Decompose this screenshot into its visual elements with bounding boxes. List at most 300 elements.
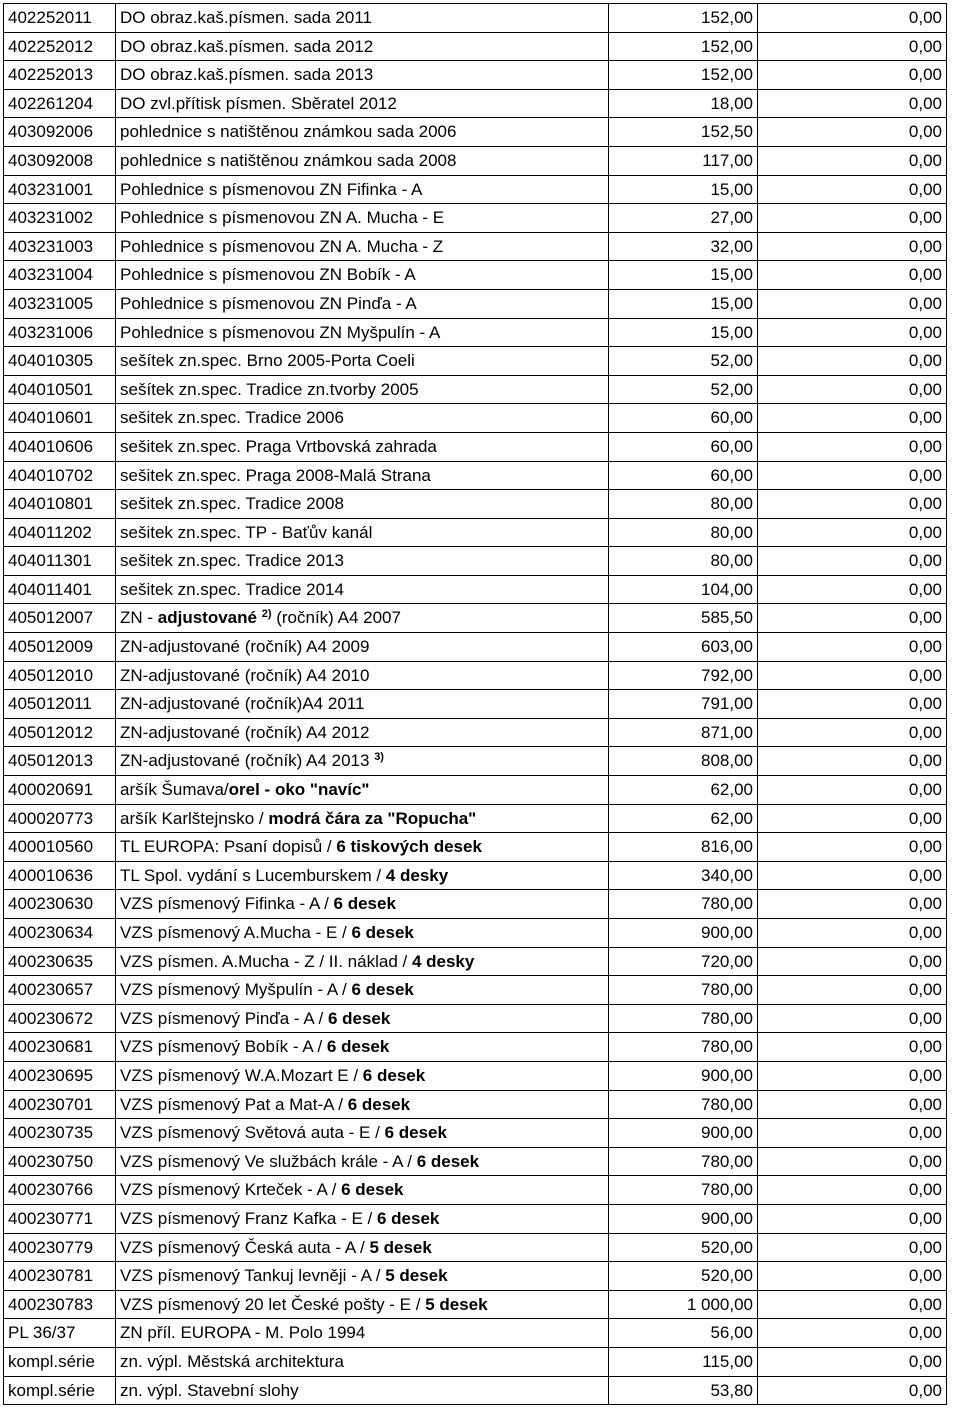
item-code-cell: 405012013: [4, 747, 116, 776]
item-price-cell: 117,00: [609, 146, 758, 175]
item-code-cell: 400020691: [4, 776, 116, 805]
item-price-cell: 62,00: [609, 776, 758, 805]
price-list-table: [3, 3, 947, 1405]
item-code-cell: 400230781: [4, 1262, 116, 1291]
item-name-cell: [116, 547, 609, 576]
item-code-cell: 400230695: [4, 1061, 116, 1090]
table-row: [4, 947, 947, 976]
item-price-cell: 900,00: [609, 1061, 758, 1090]
table-row: [4, 804, 947, 833]
item-price-cell: 152,00: [609, 61, 758, 90]
item-name-text: VZS písmenový Fifinka - A /: [120, 894, 334, 914]
item-name-text: zn. výpl. Městská architektura: [120, 1351, 344, 1371]
item-code-cell: 400230735: [4, 1119, 116, 1148]
item-code-cell: 400230657: [4, 976, 116, 1005]
table-row: [4, 718, 947, 747]
item-value-cell: 0,00: [758, 490, 947, 519]
table-row: [4, 661, 947, 690]
item-value-cell: 0,00: [758, 347, 947, 376]
item-price-cell: 780,00: [609, 890, 758, 919]
item-name-cell: [116, 890, 609, 919]
item-name-text: Pohlednice s písmenovou ZN A. Mucha - E: [120, 208, 445, 228]
item-name-cell: [116, 118, 609, 147]
item-name-cell: [116, 919, 609, 948]
item-price-cell: 27,00: [609, 204, 758, 233]
item-name-text: orel - oko "navíc": [228, 780, 370, 800]
table-row: [4, 633, 947, 662]
item-code-cell: 403231002: [4, 204, 116, 233]
table-row: [4, 1176, 947, 1205]
item-code-cell: 405012011: [4, 690, 116, 719]
item-name-text: Pohlednice s písmenovou ZN Myšpulín - A: [120, 322, 441, 342]
item-name-cell: [116, 232, 609, 261]
item-name-text: 6 desek: [376, 1208, 440, 1228]
item-price-cell: 152,00: [609, 4, 758, 33]
item-price-cell: 520,00: [609, 1233, 758, 1262]
item-name-text: sešitek zn.spec. Tradice 2008: [120, 494, 344, 514]
item-name-text: ZN-adjustované (ročník) A4 2010: [120, 665, 370, 685]
item-name-text: DO obraz.kaš.písmen. sada 2011: [120, 8, 372, 27]
item-name-text: ZN příl. EUROPA - M. Polo 1994: [120, 1323, 366, 1343]
item-price-cell: 603,00: [609, 633, 758, 662]
item-price-cell: 780,00: [609, 1004, 758, 1033]
item-name-text: VZS písmenový Bobík - A /: [120, 1037, 327, 1057]
item-price-cell: 56,00: [609, 1319, 758, 1348]
item-name-text: sešitek zn.spec. Praga Vrtbovská zahrada: [120, 436, 437, 456]
item-code-cell: 400230701: [4, 1090, 116, 1119]
item-value-cell: 0,00: [758, 1061, 947, 1090]
item-name-cell: [116, 146, 609, 175]
table-row: [4, 1290, 947, 1319]
item-code-cell: 404010606: [4, 432, 116, 461]
item-value-cell: 0,00: [758, 1147, 947, 1176]
item-name-text: DO obraz.kaš.písmen. sada 2012: [120, 36, 374, 56]
item-price-cell: 871,00: [609, 718, 758, 747]
item-code-cell: 402252013: [4, 61, 116, 90]
table-row: [4, 289, 947, 318]
table-row: [4, 575, 947, 604]
item-name-cell: [116, 1262, 609, 1291]
item-name-text: sešitek zn.spec. Tradice 2013: [120, 551, 344, 571]
item-value-cell: 0,00: [758, 175, 947, 204]
item-name-text: 6 desek: [384, 1123, 447, 1143]
item-code-cell: 400230630: [4, 890, 116, 919]
table-row: [4, 890, 947, 919]
item-value-cell: 0,00: [758, 318, 947, 347]
table-row: [4, 1376, 947, 1405]
item-code-cell: 404011202: [4, 518, 116, 547]
item-code-cell: 400230672: [4, 1004, 116, 1033]
item-value-cell: 0,00: [758, 947, 947, 976]
item-name-cell: [116, 490, 609, 519]
item-price-cell: 816,00: [609, 833, 758, 862]
item-value-cell: 0,00: [758, 976, 947, 1005]
item-value-cell: 0,00: [758, 461, 947, 490]
item-value-cell: 0,00: [758, 1033, 947, 1062]
item-price-cell: 780,00: [609, 1033, 758, 1062]
item-name-text: ZN -: [120, 608, 158, 628]
item-name-cell: [116, 1033, 609, 1062]
item-code-cell: 403231003: [4, 232, 116, 261]
item-value-cell: 0,00: [758, 404, 947, 433]
item-name-text: VZS písmenový Tankuj levněji - A /: [120, 1266, 386, 1286]
item-code-cell: 405012012: [4, 718, 116, 747]
item-name-cell: [116, 175, 609, 204]
item-code-cell: 400230783: [4, 1290, 116, 1319]
item-name-text: sešitek zn.spec. Tradice 2014: [120, 579, 344, 599]
item-name-cell: [116, 1319, 609, 1348]
item-price-cell: 585,50: [609, 604, 758, 633]
item-value-cell: 0,00: [758, 776, 947, 805]
item-name-cell: [116, 633, 609, 662]
item-name-cell: [116, 1376, 609, 1405]
item-price-cell: 18,00: [609, 89, 758, 118]
item-price-cell: 60,00: [609, 404, 758, 433]
table-row: [4, 1204, 947, 1233]
item-price-cell: 104,00: [609, 575, 758, 604]
item-value-cell: 0,00: [758, 1004, 947, 1033]
table-row: [4, 1319, 947, 1348]
item-price-cell: 152,00: [609, 32, 758, 61]
table-row: [4, 461, 947, 490]
item-name-text: DO zvl.přítisk písmen. Sběratel 2012: [120, 93, 397, 113]
item-price-cell: 780,00: [609, 1090, 758, 1119]
item-name-cell: [116, 518, 609, 547]
item-code-cell: 400230750: [4, 1147, 116, 1176]
item-code-cell: 400230779: [4, 1233, 116, 1262]
item-code-cell: 400230634: [4, 919, 116, 948]
item-value-cell: 0,00: [758, 718, 947, 747]
item-name-text: 6 desek: [333, 894, 396, 914]
item-value-cell: 0,00: [758, 604, 947, 633]
item-value-cell: 0,00: [758, 232, 947, 261]
item-code-cell: 405012007: [4, 604, 116, 633]
item-name-cell: [116, 1176, 609, 1205]
item-price-cell: 720,00: [609, 947, 758, 976]
table-row: [4, 690, 947, 719]
item-name-cell: [116, 1004, 609, 1033]
item-name-text: TL EUROPA: Psaní dopisů /: [120, 837, 337, 857]
item-code-cell: 402252011: [4, 4, 116, 33]
item-name-text: Pohlednice s písmenovou ZN Fifinka - A: [120, 179, 423, 199]
item-name-text: 6 desek: [351, 923, 414, 942]
table-row: [4, 1262, 947, 1291]
table-row: [4, 146, 947, 175]
item-name-cell: [116, 947, 609, 976]
item-name-cell: [116, 718, 609, 747]
table-row: [4, 4, 947, 33]
item-value-cell: 0,00: [758, 890, 947, 919]
item-name-text: VZS písmenový Myšpulín - A /: [120, 980, 352, 1000]
item-price-cell: 340,00: [609, 861, 758, 890]
item-code-cell: 400230635: [4, 947, 116, 976]
table-row: [4, 490, 947, 519]
item-value-cell: 0,00: [758, 89, 947, 118]
table-row: [4, 1347, 947, 1376]
table-row: [4, 204, 947, 233]
table-row: [4, 833, 947, 862]
item-price-cell: 52,00: [609, 375, 758, 404]
item-name-cell: [116, 4, 609, 33]
item-name-cell: [116, 61, 609, 90]
item-name-text: 6 desek: [327, 1008, 391, 1028]
item-name-text: zn. výpl. Stavební slohy: [120, 1380, 299, 1400]
item-value-cell: 0,00: [758, 146, 947, 175]
item-price-cell: 15,00: [609, 175, 758, 204]
item-value-cell: 0,00: [758, 1119, 947, 1148]
item-name-cell: [116, 1233, 609, 1262]
item-code-cell: 403231001: [4, 175, 116, 204]
item-name-text: 6 desek: [326, 1037, 390, 1057]
item-value-cell: 0,00: [758, 118, 947, 147]
item-name-text: aršík Karlštejnsko /: [120, 808, 269, 828]
item-code-cell: 400010636: [4, 861, 116, 890]
item-price-cell: 520,00: [609, 1262, 758, 1291]
item-value-cell: 0,00: [758, 661, 947, 690]
table-row: [4, 347, 947, 376]
table-row: [4, 175, 947, 204]
item-name-cell: [116, 1147, 609, 1176]
item-price-cell: 115,00: [609, 1347, 758, 1376]
item-code-cell: 400010560: [4, 833, 116, 862]
table-row: [4, 261, 947, 290]
table-row: [4, 861, 947, 890]
item-code-cell: 400230766: [4, 1176, 116, 1205]
item-name-cell: [116, 575, 609, 604]
item-price-cell: 60,00: [609, 432, 758, 461]
item-value-cell: 0,00: [758, 1204, 947, 1233]
item-name-text: DO obraz.kaš.písmen. sada 2013: [120, 65, 374, 85]
item-value-cell: 0,00: [758, 32, 947, 61]
item-code-cell: 404011301: [4, 547, 116, 576]
table-row: [4, 118, 947, 147]
item-price-cell: 15,00: [609, 289, 758, 318]
table-row: [4, 547, 947, 576]
item-name-text: aršík Šumava/: [120, 780, 229, 800]
item-name-text: VZS písmen. A.Mucha - Z / II. náklad /: [120, 951, 412, 971]
item-code-cell: 405012010: [4, 661, 116, 690]
item-value-cell: 0,00: [758, 1090, 947, 1119]
table-row: [4, 1033, 947, 1062]
table-row: [4, 432, 947, 461]
item-value-cell: 0,00: [758, 861, 947, 890]
item-name-text: modrá čára za "Ropucha": [268, 808, 477, 828]
item-name-cell: [116, 261, 609, 290]
item-price-cell: 80,00: [609, 518, 758, 547]
item-code-cell: kompl.série: [4, 1376, 116, 1405]
item-price-cell: 62,00: [609, 804, 758, 833]
item-name-text: Pohlednice s písmenovou ZN Pinďa - A: [120, 293, 417, 313]
item-name-text: TL Spol. vydání s Lucemburskem /: [120, 865, 386, 885]
item-name-cell: [116, 747, 609, 776]
table-row: [4, 1090, 947, 1119]
item-name-text: VZS písmenový Pat a Mat-A /: [120, 1094, 348, 1114]
item-name-text: VZS písmenový Česká auta - A /: [120, 1237, 370, 1257]
table-row: [4, 604, 947, 633]
item-code-cell: 402261204: [4, 89, 116, 118]
item-value-cell: 0,00: [758, 1290, 947, 1319]
item-code-cell: 404011401: [4, 575, 116, 604]
item-code-cell: 403231005: [4, 289, 116, 318]
item-name-text: VZS písmenový Krteček - A /: [120, 1180, 342, 1200]
item-price-cell: 900,00: [609, 1204, 758, 1233]
item-name-text: ZN-adjustované (ročník) A4 2013: [120, 751, 375, 771]
item-code-cell: 400020773: [4, 804, 116, 833]
table-row: [4, 747, 947, 776]
item-price-cell: 900,00: [609, 1119, 758, 1148]
price-list-body: [4, 4, 947, 1405]
item-value-cell: 0,00: [758, 747, 947, 776]
item-price-cell: 52,00: [609, 347, 758, 376]
item-name-text: sešítek zn.spec. Tradice zn.tvorby 2005: [120, 379, 419, 399]
item-name-text: sešitek zn.spec. Praga 2008-Malá Strana: [120, 465, 431, 485]
item-code-cell: 402252012: [4, 32, 116, 61]
item-price-cell: 1 000,00: [609, 1290, 758, 1319]
item-name-cell: [116, 804, 609, 833]
item-value-cell: 0,00: [758, 575, 947, 604]
item-name-text: sešítek zn.spec. Brno 2005-Porta Coeli: [120, 351, 415, 371]
item-name-cell: [116, 861, 609, 890]
footnote-marker: 3): [374, 751, 384, 764]
item-name-cell: [116, 690, 609, 719]
item-value-cell: 0,00: [758, 1376, 947, 1405]
item-price-cell: 780,00: [609, 1147, 758, 1176]
table-row: [4, 919, 947, 948]
item-code-cell: kompl.série: [4, 1347, 116, 1376]
table-row: [4, 1119, 947, 1148]
item-name-cell: [116, 1290, 609, 1319]
item-name-text: Pohlednice s písmenovou ZN A. Mucha - Z: [120, 236, 444, 256]
item-name-cell: [116, 1061, 609, 1090]
item-code-cell: 403092006: [4, 118, 116, 147]
table-row: [4, 375, 947, 404]
item-name-cell: [116, 318, 609, 347]
item-code-cell: 403092008: [4, 146, 116, 175]
item-name-text: pohlednice s natištěnou známkou sada 2008: [120, 150, 457, 170]
item-price-cell: 791,00: [609, 690, 758, 719]
item-name-text: (ročník) A4 2007: [271, 608, 401, 628]
item-price-cell: 780,00: [609, 976, 758, 1005]
item-name-text: 6 desek: [416, 1151, 480, 1171]
table-row: [4, 32, 947, 61]
item-value-cell: 0,00: [758, 289, 947, 318]
item-value-cell: 0,00: [758, 804, 947, 833]
item-name-cell: [116, 833, 609, 862]
item-value-cell: 0,00: [758, 375, 947, 404]
item-code-cell: 403231006: [4, 318, 116, 347]
item-name-text: VZS písmenový Pinďa - A /: [120, 1008, 328, 1028]
item-price-cell: 80,00: [609, 490, 758, 519]
item-name-cell: [116, 1204, 609, 1233]
item-name-text: VZS písmenový W.A.Mozart E /: [120, 1065, 363, 1085]
item-name-text: 5 desek: [385, 1266, 448, 1286]
item-name-text: 6 desek: [341, 1180, 404, 1200]
item-code-cell: 404010601: [4, 404, 116, 433]
item-value-cell: 0,00: [758, 4, 947, 33]
item-name-cell: [116, 89, 609, 118]
item-code-cell: 404010305: [4, 347, 116, 376]
item-code-cell: PL 36/37: [4, 1319, 116, 1348]
item-name-text: 4 desky: [385, 865, 449, 885]
item-value-cell: 0,00: [758, 1233, 947, 1262]
table-row: [4, 89, 947, 118]
item-name-text: VZS písmenový Ve službách krále - A /: [120, 1151, 417, 1171]
item-name-text: VZS písmenový Světová auta - E /: [120, 1123, 385, 1143]
table-row: [4, 404, 947, 433]
item-name-cell: [116, 204, 609, 233]
table-row: [4, 318, 947, 347]
table-row: [4, 232, 947, 261]
table-row: [4, 1147, 947, 1176]
item-name-cell: [116, 404, 609, 433]
item-price-cell: 60,00: [609, 461, 758, 490]
item-price-cell: 900,00: [609, 919, 758, 948]
item-name-text: VZS písmenový Franz Kafka - E /: [120, 1208, 377, 1228]
item-code-cell: 403231004: [4, 261, 116, 290]
item-name-cell: [116, 661, 609, 690]
item-name-cell: [116, 1347, 609, 1376]
item-name-text: 6 desek: [362, 1065, 426, 1085]
item-price-cell: 15,00: [609, 261, 758, 290]
table-row: [4, 976, 947, 1005]
item-name-cell: [116, 976, 609, 1005]
item-name-cell: [116, 289, 609, 318]
item-price-cell: 780,00: [609, 1176, 758, 1205]
item-name-cell: [116, 1090, 609, 1119]
item-value-cell: 0,00: [758, 690, 947, 719]
item-code-cell: 404010702: [4, 461, 116, 490]
item-value-cell: 0,00: [758, 833, 947, 862]
item-value-cell: 0,00: [758, 261, 947, 290]
item-code-cell: 404010501: [4, 375, 116, 404]
item-value-cell: 0,00: [758, 432, 947, 461]
item-code-cell: 405012009: [4, 633, 116, 662]
item-name-text: ZN-adjustované (ročník) A4 2009: [120, 637, 370, 657]
item-value-cell: 0,00: [758, 1176, 947, 1205]
item-name-text: 4 desky: [411, 951, 475, 971]
table-row: [4, 1061, 947, 1090]
item-value-cell: 0,00: [758, 204, 947, 233]
item-name-cell: [116, 1119, 609, 1148]
table-row: [4, 61, 947, 90]
item-name-text: 5 desek: [369, 1237, 432, 1257]
item-name-text: adjustované: [157, 608, 257, 628]
item-name-text: ZN-adjustované (ročník) A4 2012: [120, 722, 370, 742]
item-code-cell: 400230681: [4, 1033, 116, 1062]
table-row: [4, 1004, 947, 1033]
item-name-cell: [116, 375, 609, 404]
item-name-cell: [116, 461, 609, 490]
table-row: [4, 518, 947, 547]
table-row: [4, 776, 947, 805]
item-name-cell: [116, 347, 609, 376]
item-value-cell: 0,00: [758, 919, 947, 948]
item-price-cell: 32,00: [609, 232, 758, 261]
item-value-cell: 0,00: [758, 1262, 947, 1291]
item-value-cell: 0,00: [758, 518, 947, 547]
item-value-cell: 0,00: [758, 61, 947, 90]
item-name-text: Pohlednice s písmenovou ZN Bobík - A: [120, 265, 416, 285]
item-price-cell: 152,50: [609, 118, 758, 147]
item-price-cell: 792,00: [609, 661, 758, 690]
item-name-text: 5 desek: [425, 1294, 488, 1314]
item-name-text: VZS písmenový 20 let České pošty - E /: [120, 1294, 426, 1314]
item-name-cell: [116, 32, 609, 61]
footnote-marker: 2): [261, 608, 272, 621]
item-name-text: ZN-adjustované (ročník)A4 2011: [120, 694, 365, 714]
item-name-text: sešitek zn.spec. Tradice 2006: [120, 408, 344, 428]
item-name-cell: [116, 604, 609, 633]
